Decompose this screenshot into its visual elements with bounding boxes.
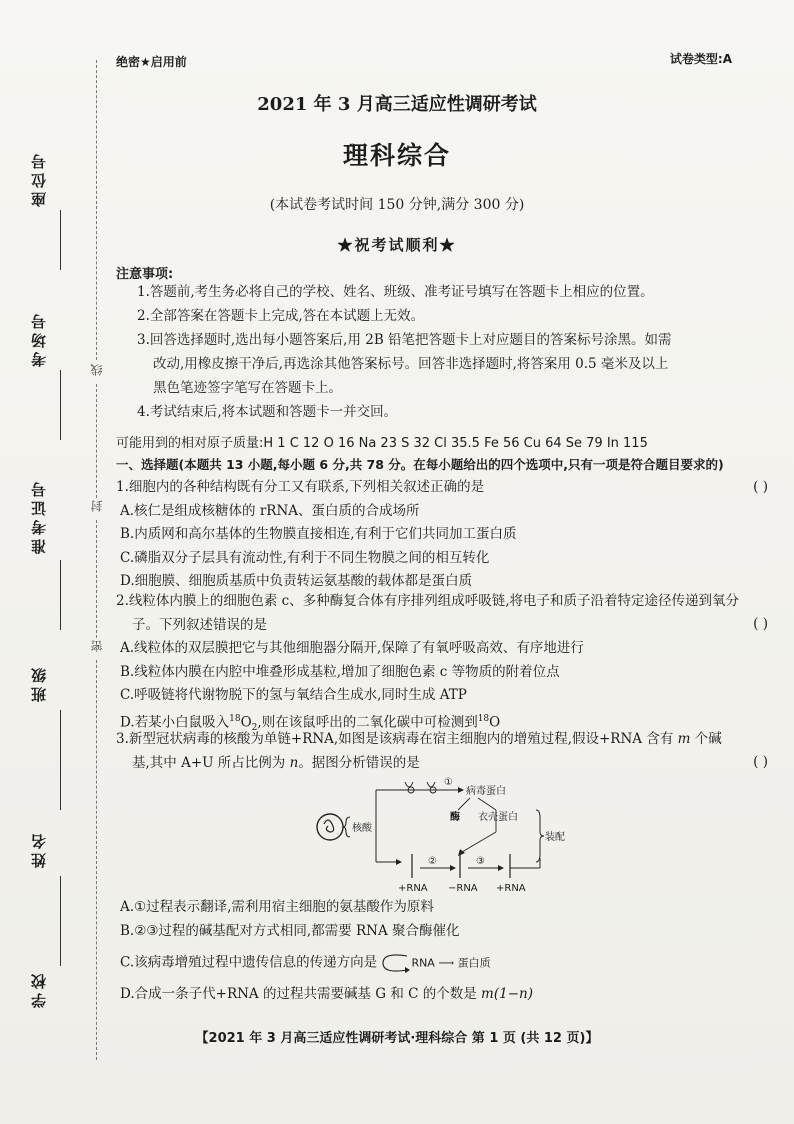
question-stem: 3.新型冠状病毒的核酸为单链+RNA,如图是该病毒在宿主细胞内的增殖过程,假设+RNA 含有 m 个碱: [116, 731, 722, 747]
question-2: [116, 590, 776, 740]
seal-word-seal: 封: [90, 500, 104, 512]
option-a: A.核仁是组成核糖体的 rRNA、蛋白质的合成场所: [120, 502, 420, 519]
viral-protein-label: 病毒蛋白: [466, 786, 506, 797]
notice-item: 黑色笔迹签字笔写在答题卡上。: [153, 380, 342, 396]
arrowhead: [458, 849, 465, 856]
arrowhead: [396, 859, 402, 865]
virus-rna-coil: [324, 820, 334, 832]
self-replication-loop-icon: [381, 952, 411, 974]
option-d: D.若某小白鼠吸入$^{18}O_2$,则在该鼠呼出的二氧化碳中可检测到$^{18}$O: [120, 713, 501, 733]
option-a: A.线粒体的双层膜把它与其他细胞器分隔开,保障了有氧呼吸高效、有序地进行: [120, 640, 584, 656]
seal-dashed-line: [96, 520, 97, 638]
virus-replication-diagram: [300, 772, 565, 894]
plus-rna-label: +RNA: [398, 883, 428, 894]
option-c: C.该病毒增殖过程中遗传信息的传递方向是 RNA ⟶ 蛋白质: [116, 951, 776, 975]
option-d: D.合成一条子代+RNA 的过程共需要碱基 G 和 C 的个数是 m(1−n): [120, 985, 533, 1002]
virus-particle: [317, 814, 343, 840]
option-b: B.内质网和高尔基体的生物膜直接相连,有利于它们共同加工蛋白质: [120, 526, 517, 542]
arrowhead: [498, 865, 504, 871]
ribosome-icon: [405, 782, 435, 787]
paper-type-label: 试卷类型:A: [669, 52, 732, 66]
connector: [462, 832, 496, 852]
assembly-label: 装配: [545, 832, 565, 843]
notice-title: 注意事项:: [116, 267, 174, 282]
question-3: [116, 728, 776, 775]
notice-item: 改动,用橡皮擦干净后,再选涂其他答案标号。回答非选择题时,将答案用 0.5 毫米及以上: [153, 356, 669, 372]
admission-number-label: 准考证号: [30, 478, 48, 554]
option-a: A.①过程表示翻译,需利用宿主细胞的氨基酸作为原料: [120, 899, 434, 915]
question-3-options: [116, 896, 776, 1006]
page-footer: 【2021 年 3 月高三适应性调研考试·理科综合 第 1 页 (共 12 页)】: [195, 1031, 599, 1046]
question-stem-cont: 基,其中 A+U 所占比例为 n。据图分析错误的是: [132, 754, 420, 771]
brace-right: [536, 810, 544, 862]
option-c: C.呼吸链将代谢物脱下的氢与氧结合生成水,同时生成 ATP: [120, 687, 467, 703]
nucleic-acid-label: 核酸: [352, 823, 372, 834]
class-line: [60, 710, 61, 810]
arrowhead: [450, 865, 456, 871]
notice-item: 4.考试结束后,将本试题和答题卡一并交回。: [137, 404, 398, 420]
seat-number-label: 座位号: [30, 150, 48, 207]
option-c: C.磷脂双分子层具有流动性,有利于不同生物膜之间的相互转化: [120, 549, 490, 566]
school-label: 学校: [30, 970, 48, 1008]
notice-item: 1.答题前,考生务必将自己的学校、姓名、班级、准考证号填写在答题卡上相应的位置。: [137, 284, 654, 300]
question-stem-cont: 子。下列叙述错误的是: [132, 616, 267, 633]
confidential-label: 绝密★启用前: [116, 55, 187, 69]
arrowhead: [458, 787, 464, 793]
step-3-label: ③: [476, 856, 485, 867]
seal-dashed-line: [96, 384, 97, 498]
notice-list: [137, 280, 777, 424]
split-line: [478, 798, 496, 810]
time-note: (本试卷考试时间 150 分钟,满分 300 分): [269, 197, 525, 213]
enzyme-label: 酶: [450, 812, 460, 823]
option-b: B.线粒体内膜在内腔中堆叠形成基粒,增加了细胞色素 c 等物质的附着位点: [120, 663, 560, 680]
minus-rna-label: −RNA: [448, 883, 478, 894]
question-1: [116, 476, 776, 594]
seal-dashed-line: [96, 660, 97, 1060]
step-1-label: ①: [444, 777, 453, 788]
atomic-masses: 可能用到的相对原子质量:H 1 C 12 O 16 Na 23 S 32 Cl 35.5 Fe 56 Cu 64 Se 79 In 115: [116, 436, 648, 451]
admission-number-line: [60, 560, 61, 630]
exam-room-label: 考场号: [30, 310, 48, 367]
seal-word-line: 线: [90, 364, 104, 376]
answer-paren: ( ): [753, 754, 768, 770]
plus-rna-label: +RNA: [496, 883, 526, 894]
split-line: [458, 798, 470, 810]
brace-left: [343, 817, 350, 837]
answer-paren: ( ): [753, 616, 768, 632]
class-label: 班级: [30, 664, 48, 702]
section-heading: 一、选择题(本题共 13 小题,每小题 6 分,共 78 分。在每小题给出的四个选项中,只有一项是符合题目要求的): [116, 457, 724, 472]
question-stem: 2.线粒体内膜上的细胞色素 c、多种酶复合体有序排列组成呼吸链,将电子和质子沿着特定途径传递到氧分: [116, 593, 740, 609]
subject-title: 理科综合: [342, 141, 451, 170]
notice-item: 3.回答选择题时,选出每小题答案后,用 2B 铅笔把答题卡上对应题目的答案标号涂黑。如需: [137, 332, 672, 348]
good-luck-banner: ★祝考试顺利★: [337, 236, 457, 254]
name-line: [60, 876, 61, 966]
option-d: D.细胞膜、细胞质基质中负责转运氨基酸的载体都是蛋白质: [120, 573, 473, 589]
notice-item: 2.全部答案在答题卡上完成,答在本试题上无效。: [137, 308, 425, 324]
exam-room-line: [60, 370, 61, 440]
rna-self-loop: [381, 951, 411, 975]
option-b: B.②③过程的碱基配对方式相同,都需要 RNA 聚合酶催化: [120, 922, 460, 939]
seal-word-secret: 密: [90, 640, 104, 652]
name-label: 姓名: [30, 830, 48, 868]
question-stem: 1.细胞内的各种结构既有分工又有联系,下列相关叙述正确的是: [116, 479, 485, 495]
answer-paren: ( ): [753, 479, 768, 495]
capsid-protein-label: 衣壳蛋白: [478, 812, 518, 823]
exam-title: 2021 年 3 月高三适应性调研考试: [257, 94, 537, 115]
step-2-label: ②: [428, 856, 437, 867]
